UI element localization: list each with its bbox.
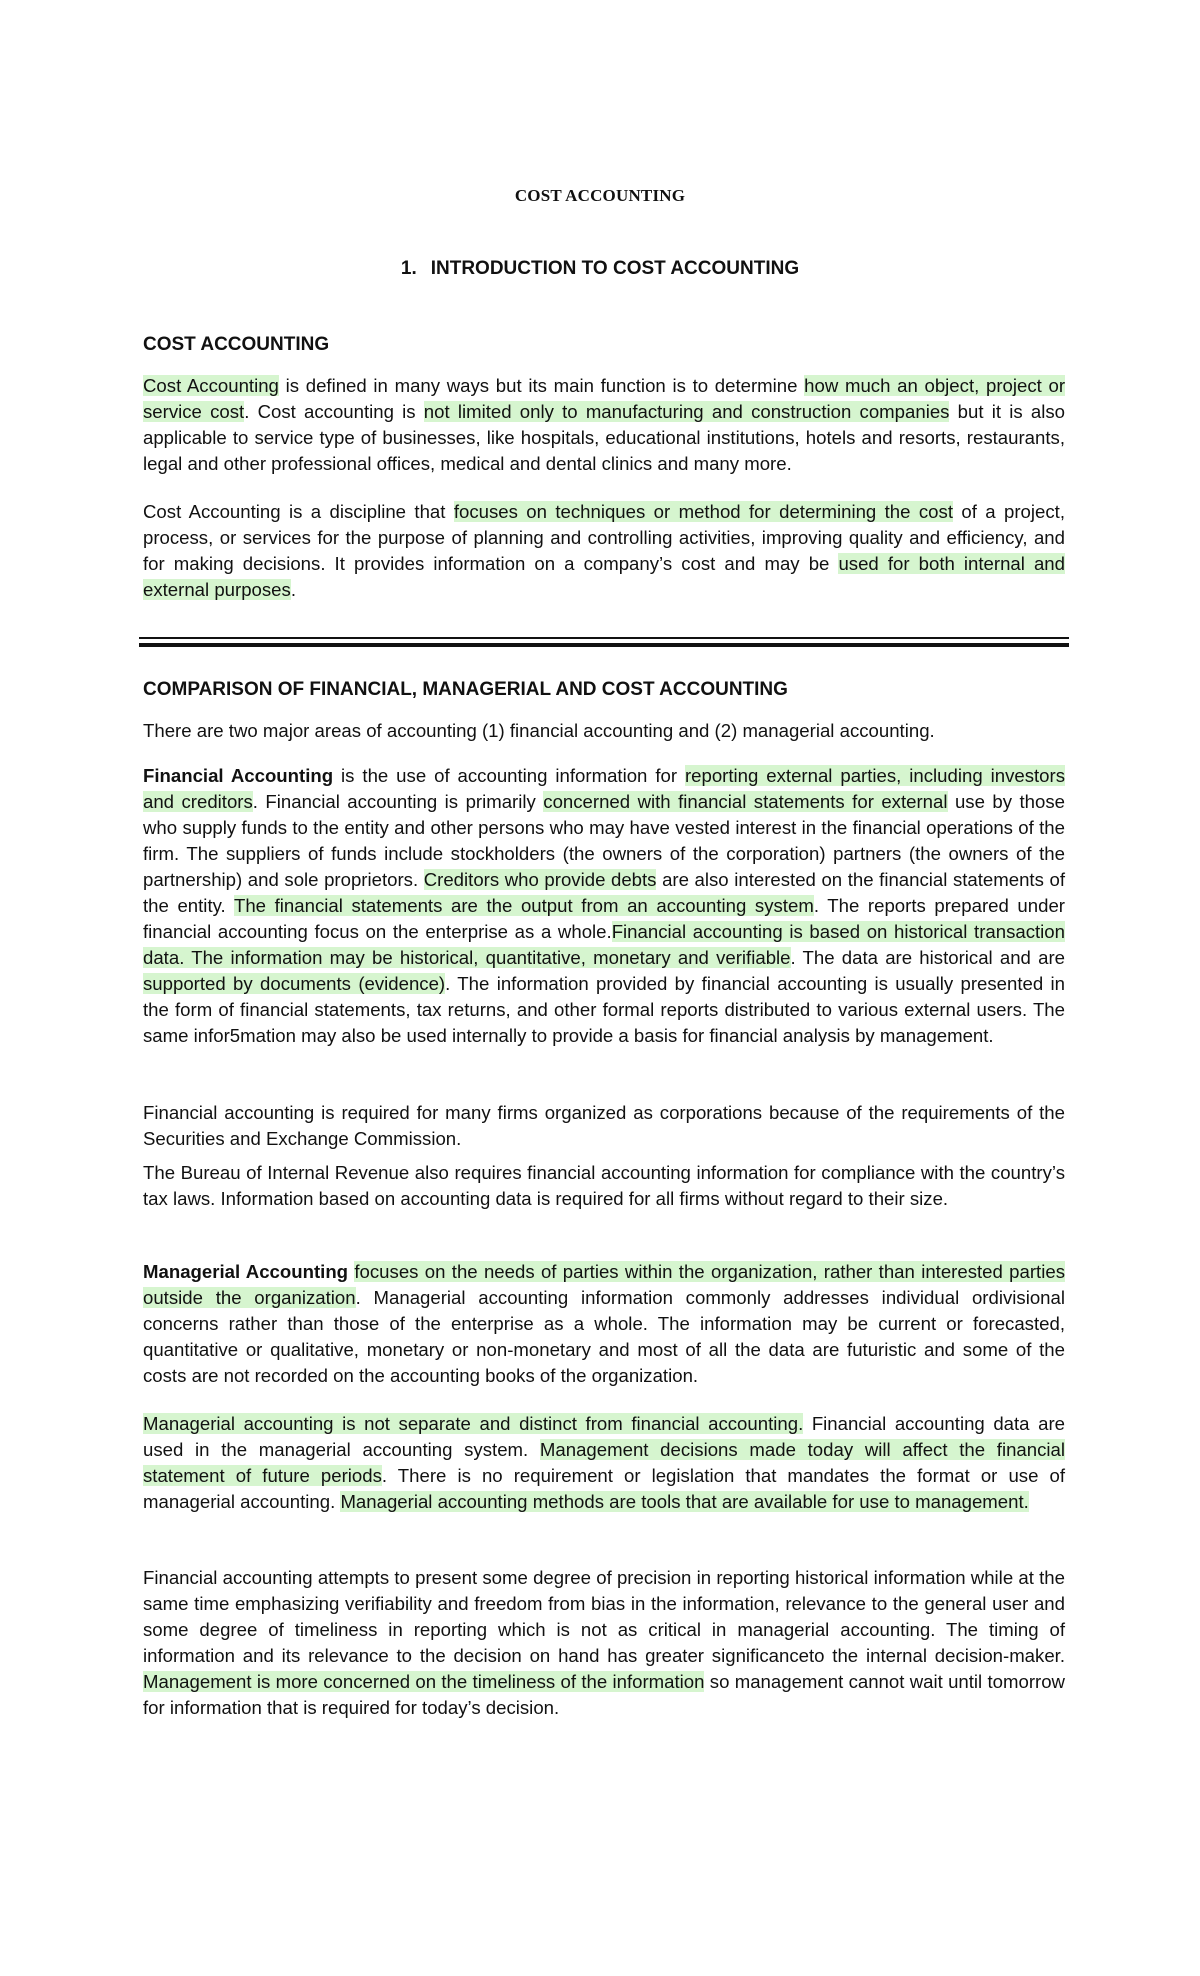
paragraph-managerial-accounting [143,1259,1065,1389]
highlighted-text: not limited only to manufacturing and construction companies [423,401,950,422]
paragraph-text: Cost Accounting is a discipline that [143,501,454,522]
highlighted-text: Creditors who provide debts [423,869,657,890]
highlighted-text: Managerial accounting is not separate and distinct from financial accounting. [143,1413,804,1434]
section-divider [139,637,1069,647]
paragraph-financial-accounting [143,763,1065,1049]
paragraph-text: is the use of accounting information for [333,765,685,786]
highlighted-text: Management decisions made today will affect the financial statement of future periods [143,1439,1066,1486]
highlighted-text: Management is more concerned on the timeliness of the information [143,1671,705,1692]
paragraph-cost-accounting-discipline [143,499,1065,603]
highlighted-text: used for both internal and external purposes [143,553,1065,600]
paragraph-text: so management cannot wait until tomorrow for information that is required for today’s decision. [143,1671,1065,1718]
highlighted-text: concerned with financial statements for external [543,791,948,812]
paragraph-text: but it is also applicable to service type of businesses, like hospitals, educational institutions, hotels and resorts, restaurants, legal and other professional offices, medical and dental clinics and many more. [143,401,1065,474]
highlighted-text: supported by documents (evidence) [143,973,446,994]
paragraph-managerial-not-separate [143,1411,1065,1515]
paragraph-intro: There are two major areas of accounting (1) financial accounting and (2) managerial accounting. [143,720,935,741]
paragraph-text: are also interested on the financial statements of the entity. [143,869,1065,916]
chapter-title-text: INTRODUCTION TO COST ACCOUNTING [430,258,800,279]
paragraph-text: . Managerial accounting information commonly addresses individual ordivisional concerns rather than those of the enterprise as a whole. The information may be current or forecasted, quantitative or qualitative, monetary or non-monetary and most of all the data are futuristic and some of the costs are not recorded on the accounting books of the organization. [143,1287,1065,1386]
chapter-title [0,258,1200,280]
paragraph-text: Financial accounting attempts to present some degree of precision in reporting historical information while at the same time emphasizing verifiability and freedom from bias in the information, relevance to the general user and some degree of timeliness in reporting which is not as critical in managerial accounting. The timing of information and its relevance to the decision on hand has greater significanceto the internal decision-maker. [143,1567,1065,1666]
highlighted-text: focuses on techniques or method for determining the cost [453,501,953,522]
highlighted-text: Cost Accounting [143,375,279,396]
paragraph-text: use by those who supply funds to the entity and other persons who may have vested interest in the financial operations of the firm. The suppliers of funds include stockholders (the owners of the corporation) partners (the owners of the partnership) and sole proprietors. [143,791,1065,890]
bold-term: Managerial Accounting [143,1261,349,1282]
paragraph-text: . The reports prepared under financial accounting focus on the enterprise as a whole. [143,895,1065,942]
highlighted-text: Financial accounting is based on historical transaction data. The information may be historical, quantitative, monetary and verifiable [143,921,1065,968]
paragraph-bureau-internal-revenue: The Bureau of Internal Revenue also requires financial accounting information for compliance with the country’s tax laws. Information based on accounting data is required for all firms without regard to their size. [143,1162,1065,1209]
highlighted-text: focuses on the needs of parties within the organization, rather than interested parties outside the organization [143,1261,1065,1308]
paragraph-text: of a project, process, or services for the purpose of planning and controlling activities, improving quality and efficiency, and for making decisions. It provides information on a company’s cost and may be [143,501,1065,574]
document-title: COST ACCOUNTING [514,186,686,205]
bold-term: Financial Accounting [143,765,334,786]
paragraph-text: . Cost accounting is [244,401,424,422]
highlighted-text: Managerial accounting methods are tools that are available for use to management. [340,1491,1029,1512]
paragraph-text: . [290,579,296,600]
paragraph-text: . The information provided by financial accounting is usually presented in the form of financial statements, tax returns, and other formal reports distributed to various external users. The same infor5mation may also be used internally to provide a basis for financial analysis by management. [143,973,1066,1046]
paragraph-text: . There is no requirement or legislation that mandates the format or use of managerial accounting. [143,1465,1066,1512]
chapter-number: 1. [400,258,417,279]
section-heading-cost-accounting: COST ACCOUNTING [143,334,330,355]
paragraph-text: Financial accounting data are used in the managerial accounting system. [143,1413,1065,1460]
highlighted-text: reporting external parties, including investors and creditors [143,765,1066,812]
paragraph-text: is defined in many ways but its main function is to determine [278,375,805,396]
highlighted-text: The financial statements are the output from an accounting system [233,895,814,916]
section-heading-comparison: COMPARISON OF FINANCIAL, MANAGERIAL AND COST ACCOUNTING [143,679,788,700]
paragraph-text: . Financial accounting is primarily [252,791,544,812]
paragraph-cost-accounting-definition [143,373,1065,477]
paragraph-financial-required: Financial accounting is required for many firms organized as corporations because of the requirements of the Securities and Exchange Commission. [143,1102,1065,1149]
paragraph-text: . The data are historical and are [790,947,1065,968]
paragraph-precision-timeliness [143,1565,1065,1721]
highlighted-text: how much an object, project or service cost [143,375,1066,422]
